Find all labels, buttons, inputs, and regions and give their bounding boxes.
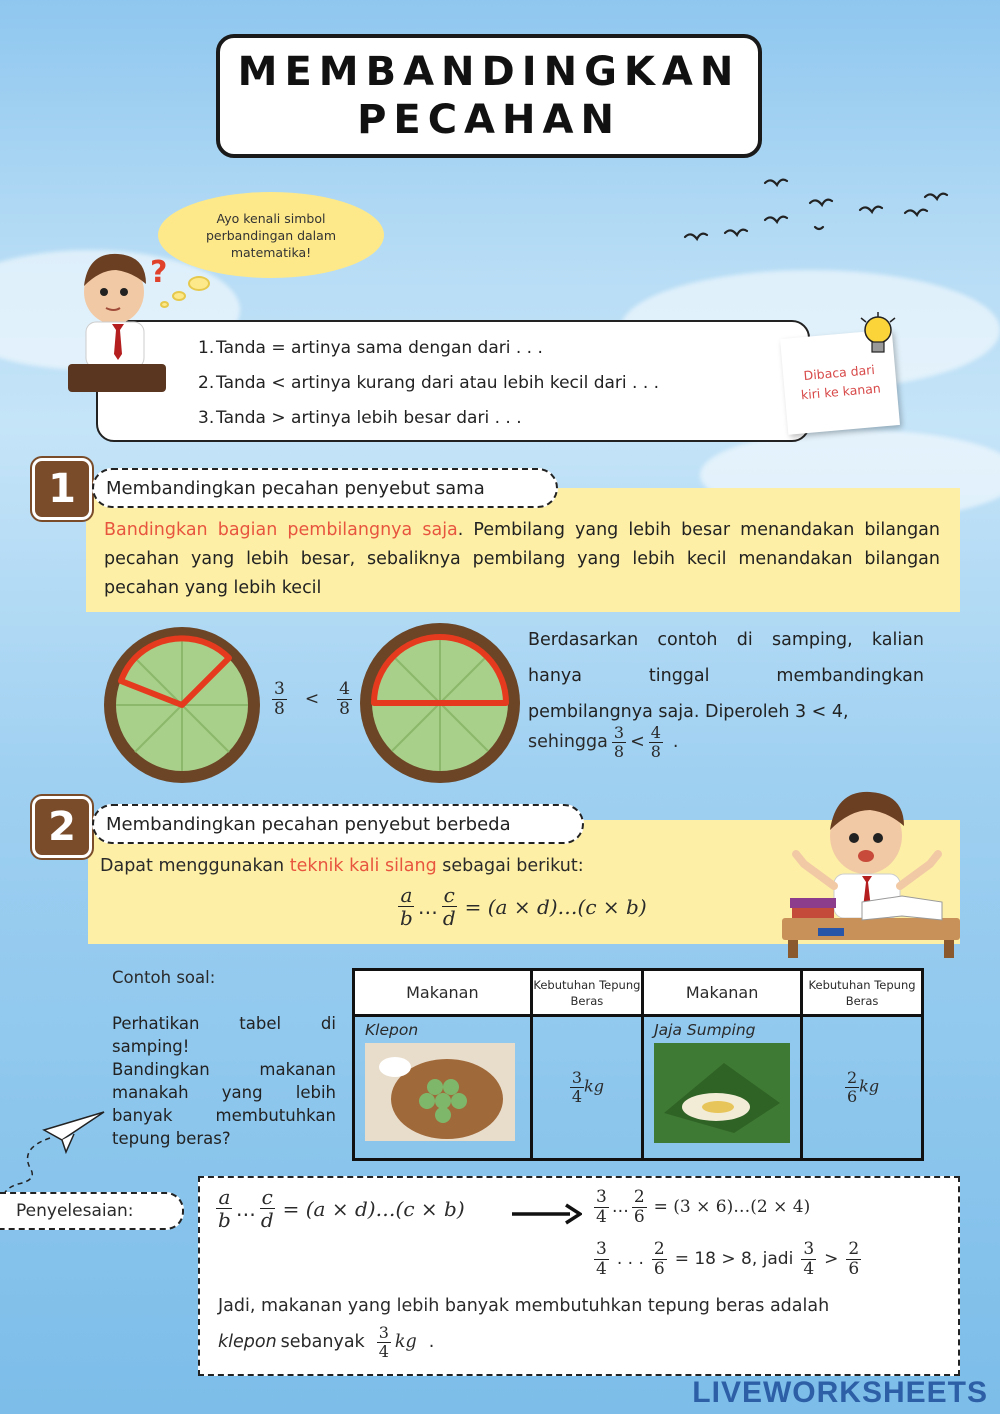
solution-conclusion-answer: klepon sebanyak $\frac{3}{4}$ kg . bbox=[218, 1323, 435, 1361]
bubble-text: perbandingan dalam bbox=[205, 227, 336, 243]
section1-explanation bbox=[104, 516, 940, 603]
rule-item: 3. Tanda > artinya lebih besar dari . . . bbox=[198, 408, 522, 428]
bird-icon bbox=[925, 194, 947, 199]
bird-icon bbox=[685, 234, 707, 239]
title-box bbox=[216, 34, 762, 158]
fraction-4-8: $\frac{4}{8}$ bbox=[339, 679, 350, 719]
birds-illustration bbox=[680, 175, 950, 255]
liveworksheets-logo[interactable]: LIVEWORKSHEETS bbox=[692, 1376, 988, 1409]
food-name-klepon: Klepon bbox=[365, 1021, 419, 1039]
table-header: Makanan bbox=[354, 970, 532, 1016]
rule-item: 1. Tanda = artinya sama dengan dari . . . bbox=[198, 338, 543, 358]
solution-label: Penyelesaian: bbox=[0, 1192, 184, 1230]
bird-icon bbox=[765, 217, 787, 222]
solution-substitution: $\frac{3}{4}$ … $\frac{2}{6}$ = (3 × 6)…(2 × 4) bbox=[596, 1187, 811, 1227]
table-row: $\frac{2}{6}$ kg bbox=[802, 1016, 923, 1160]
example-text: Perhatikan tabel di samping! Bandingkan makanan manakah yang lebih banyak membutuhkan tepung beras? bbox=[112, 1014, 336, 1148]
student-at-desk-illustration bbox=[778, 790, 964, 960]
table-row bbox=[354, 1016, 532, 1160]
section1-label: Membandingkan pecahan penyebut sama bbox=[92, 468, 558, 508]
food-table bbox=[352, 968, 924, 1161]
fraction-comparison bbox=[272, 680, 352, 718]
section1-example-text: Berdasarkan contoh di samping, kalian hanya tinggal membandingkan pembilangnya saja. Diperoleh 3 < 4, bbox=[528, 630, 924, 722]
thinking-boy-illustration bbox=[62, 246, 182, 394]
section2-number: 2 bbox=[32, 796, 92, 858]
note-text: Dibaca dari bbox=[802, 361, 876, 384]
section1-highlight: Bandingkan bagian pembilangnya saja bbox=[104, 520, 458, 540]
table-header: Makanan bbox=[643, 970, 802, 1016]
section2-label: Membandingkan pecahan penyebut berbeda bbox=[92, 804, 584, 844]
klepon-photo bbox=[365, 1043, 515, 1141]
food-name-jaja-sumping: Jaja Sumping bbox=[654, 1021, 756, 1039]
section1-conclusion: sehingga $\frac{3}{8}$ < $\frac{4}{8}$ . bbox=[528, 723, 679, 761]
bubble-text: matematika! bbox=[230, 244, 312, 260]
less-than-symbol: < bbox=[304, 689, 320, 710]
bird-icon bbox=[905, 210, 927, 215]
bubble-text: Ayo kenali simbol bbox=[216, 210, 326, 226]
table-header: Kebutuhan Tepung Beras bbox=[531, 970, 642, 1016]
solution-conclusion: Jadi, makanan yang lebih banyak membutuhkan tepung beras adalah bbox=[218, 1296, 830, 1316]
example-label: Contoh soal: bbox=[112, 968, 216, 987]
svg-text:?: ? bbox=[150, 255, 168, 290]
solution-formula: $\frac{a}{b}$ … $\frac{c}{d}$ = (a × d)…(c × b) bbox=[218, 1185, 465, 1232]
rules-box bbox=[96, 320, 810, 442]
page-title-line1: MEMBANDINGKAN bbox=[237, 49, 741, 95]
note-text: kiri ke kanan bbox=[800, 380, 882, 403]
table-row: $\frac{3}{4}$ kg bbox=[531, 1016, 642, 1160]
paper-plane-illustration bbox=[0, 1104, 110, 1200]
page-title-line2: PECAHAN bbox=[357, 97, 621, 143]
solution-result: $\frac{3}{4}$ . . . $\frac{2}{6}$ = 18 > 8, jadi $\frac{3}{4}$ > $\frac{2}{6}$ bbox=[596, 1239, 860, 1279]
fraction-3-8: $\frac{3}{8}$ bbox=[274, 679, 285, 719]
table-row bbox=[643, 1016, 802, 1160]
thought-bubble bbox=[158, 192, 384, 278]
bird-icon bbox=[725, 230, 747, 235]
bird-icon bbox=[815, 227, 823, 229]
klepon-plate-4of8 bbox=[358, 622, 522, 784]
klepon-plate-3of8 bbox=[100, 626, 264, 784]
bird-icon bbox=[810, 200, 832, 205]
section2-intro: Dapat menggunakan teknik kali silang sebagai berikut: bbox=[100, 856, 584, 876]
bird-icon bbox=[765, 180, 787, 185]
bird-icon bbox=[860, 207, 882, 212]
cross-multiply-formula: $\frac{a}{b}$ … $\frac{c}{d}$ = (a × d)…(c × b) bbox=[400, 883, 647, 930]
arrow-right-icon bbox=[510, 1202, 582, 1226]
section2-highlight: teknik kali silang bbox=[289, 856, 437, 876]
table-header: Kebutuhan Tepung Beras bbox=[802, 970, 923, 1016]
lightbulb-icon bbox=[858, 312, 898, 362]
section1-number: 1 bbox=[32, 458, 92, 520]
rule-item: 2. Tanda < artinya kurang dari atau lebih kecil dari . . . bbox=[198, 373, 660, 393]
section1-text: . Pembilang yang lebih besar menandakan bilangan pecahan yang lebih besar, sebaliknya pembilang yang lebih kecil menandakan bilangan pecahan yang lebih kecil bbox=[104, 520, 940, 598]
jaja-sumping-photo bbox=[654, 1043, 790, 1143]
bubble-dot bbox=[188, 276, 210, 291]
